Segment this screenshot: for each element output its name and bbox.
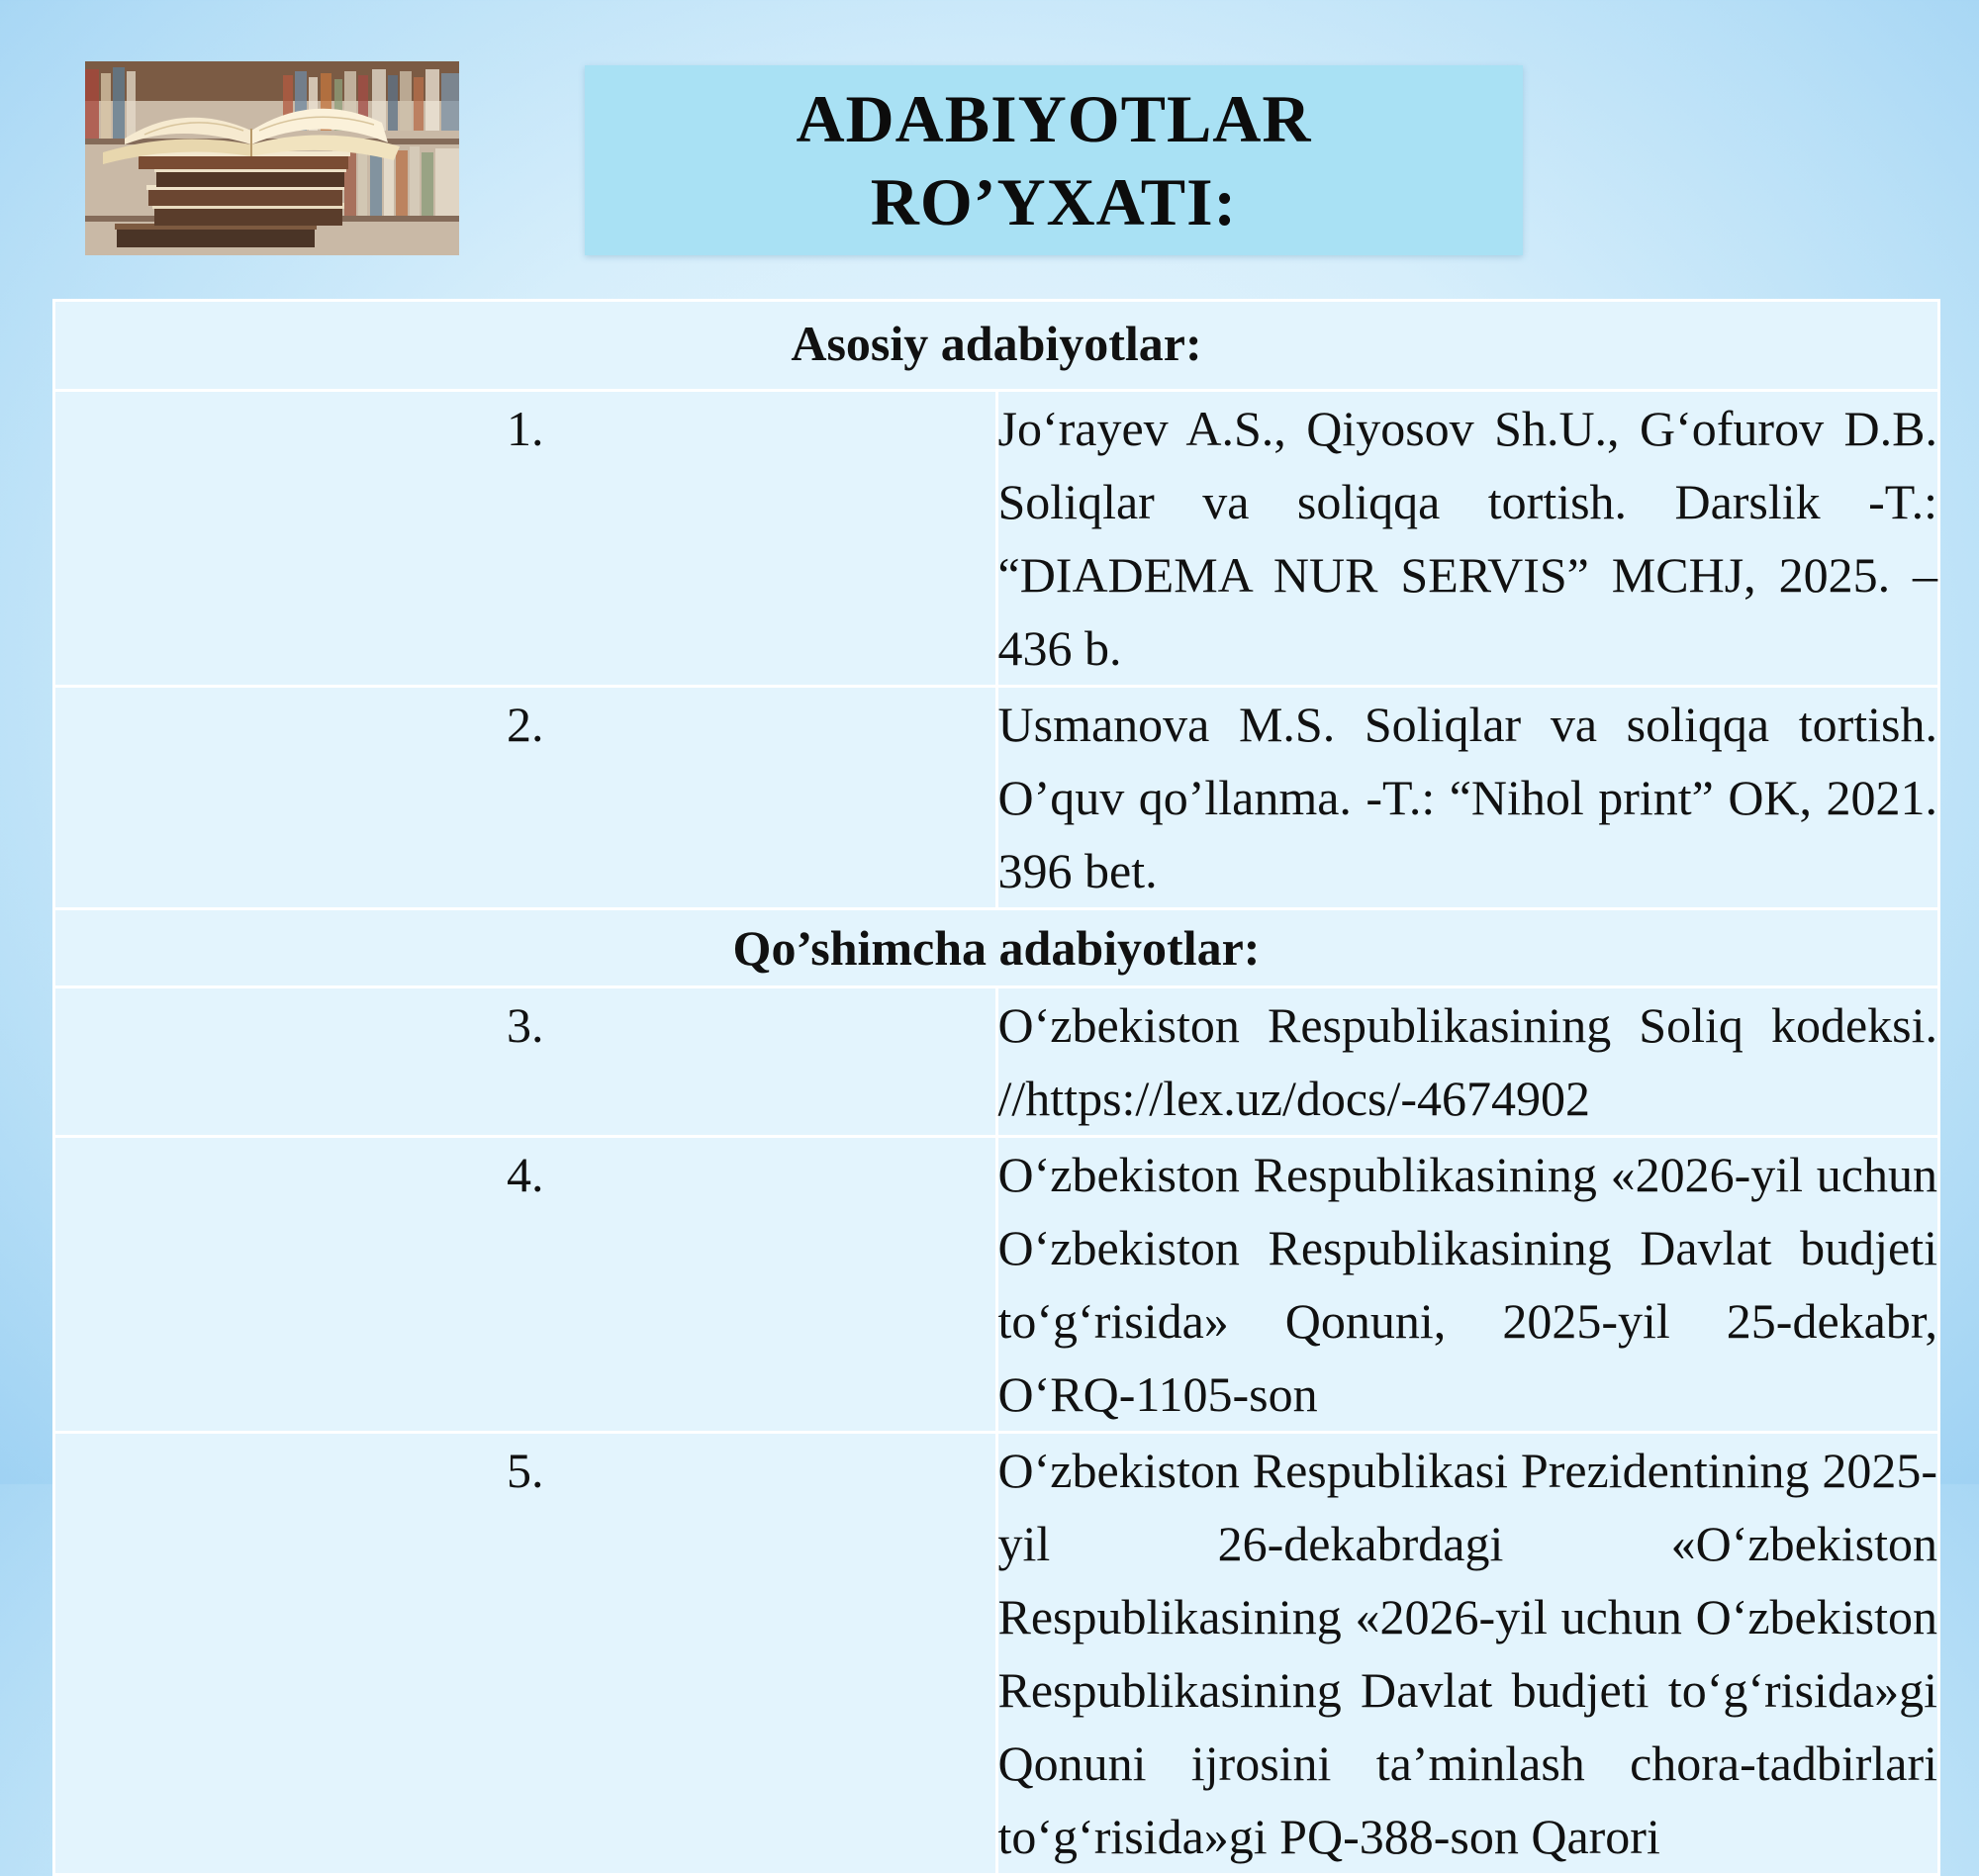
item-number: 4.	[54, 1137, 997, 1433]
section-row-main	[54, 301, 1939, 391]
item-text: O‘zbekiston Respublikasining Soliq kodeksi. //https://lex.uz/docs/-4674902	[996, 987, 1939, 1137]
page-title-line-1: ADABIYOTLAR	[796, 81, 1312, 156]
list-item-2	[54, 687, 1939, 909]
section-heading-main: Asosiy adabiyotlar:	[54, 301, 1939, 391]
item-number: 3.	[54, 987, 997, 1137]
item-number: 1.	[54, 391, 997, 687]
list-item-5	[54, 1433, 1939, 1875]
item-text: Jo‘rayev A.S., Qiyosov Sh.U., G‘ofurov D.B. Soliqlar va soliqqa tortish. Darslik -T.: “DIADEMA NUR SERVIS” MCHJ, 2025. – 436 b.	[996, 391, 1939, 687]
book-stack-image	[85, 61, 459, 255]
item-number: 2.	[54, 687, 997, 909]
book-stack-library-icon	[85, 61, 459, 255]
title-box	[585, 65, 1523, 255]
item-text: O‘zbekiston Respublikasining «2026-yil uchun O‘zbekiston Respublikasining Davlat budjeti to‘g‘risida» Qonuni, 2025-yil 25-dekabr, O‘RQ-1105-son	[996, 1137, 1939, 1433]
section-row-additional	[54, 909, 1939, 987]
page-title-line-2: RO’YXATI:	[870, 164, 1238, 239]
list-item-4	[54, 1137, 1939, 1433]
item-text: Usmanova M.S. Soliqlar va soliqqa tortish. O’quv qo’llanma. -T.: “Nihol print” OK, 2021. 396 bet.	[996, 687, 1939, 909]
list-item-3	[54, 987, 1939, 1137]
list-item-1	[54, 391, 1939, 687]
item-number: 5.	[54, 1433, 997, 1875]
literature-table	[52, 299, 1940, 1876]
section-heading-additional: Qo’shimcha adabiyotlar:	[54, 909, 1939, 987]
item-text: O‘zbekiston Respublikasi Prezidentining 2025-yil 26-dekabrdagi «O‘zbekiston Respublikasining «2026-yil uchun O‘zbekiston Respublikasining Davlat budjeti to‘g‘risida»gi Qonuni ijrosini ta’minlash chora-tadbirlari to‘g‘risida»gi PQ-388-son Qarori	[996, 1433, 1939, 1875]
